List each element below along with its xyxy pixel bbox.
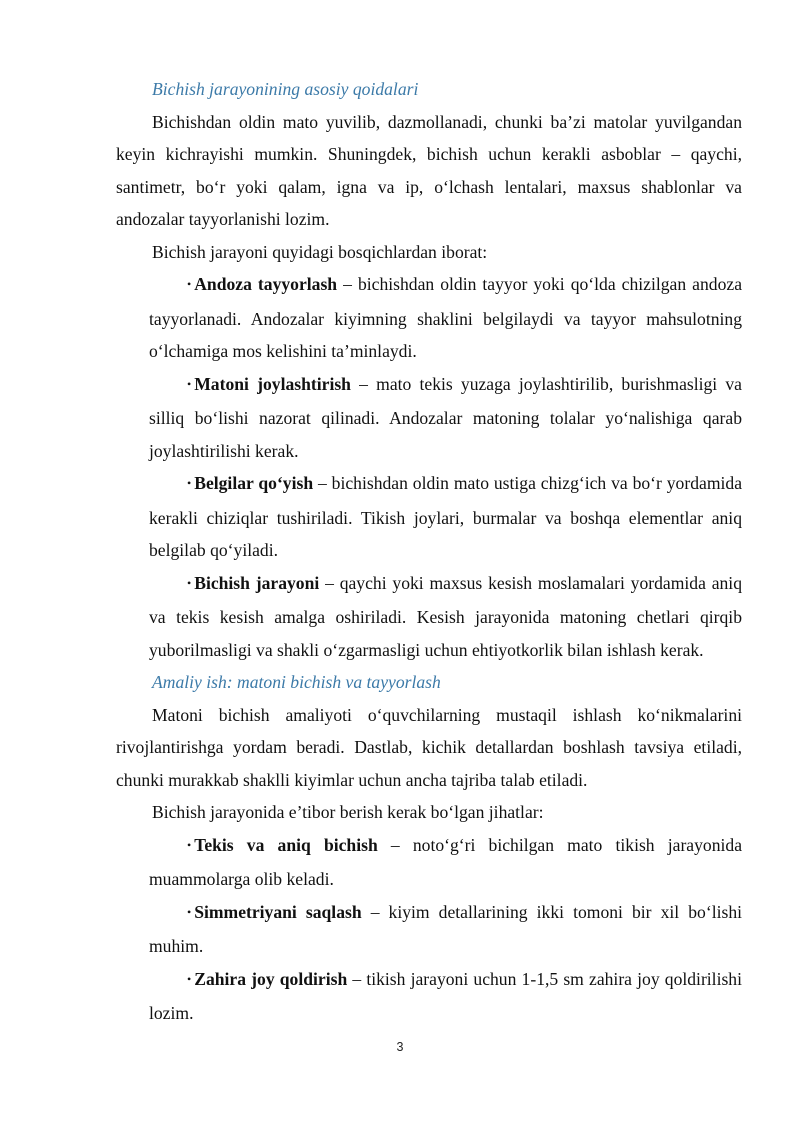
bullet-icon: • <box>187 904 192 919</box>
list-item-term: Belgilar qo‘yish <box>194 473 314 493</box>
bullet-icon: • <box>187 277 192 291</box>
list-item <box>149 567 742 667</box>
list-item <box>149 829 742 896</box>
list-item <box>149 963 742 1030</box>
list-item-term: Bichish jarayoni <box>194 572 320 593</box>
bullet-icon: • <box>187 476 192 490</box>
paragraph-stages-intro: Bichish jarayoni quyidagi bosqichlardan iborat: <box>152 241 488 262</box>
list-item-term: Matoni joylashtirish <box>194 373 351 394</box>
list-item <box>149 268 742 368</box>
bullet-icon: • <box>187 971 192 986</box>
bullet-icon: • <box>187 837 192 852</box>
list-item-text: – qaychi yoki maxsus kesish moslamalari yordamida aniq va tekis kesish amalga oshiriladi. Kesish jarayonida matoning chetlari qirqib yuborilmasligi va shakli o‘zgarmasligi uchun ehtiyotkorlik bilan ishlash kerak. <box>149 572 742 660</box>
list-item <box>149 896 742 963</box>
cutting-stages-list <box>116 268 742 666</box>
list-item-text: – kiyim detallarining ikki tomoni bir xil bo‘lishi muhim. <box>149 901 742 956</box>
list-item-term: Simmetriyani saqlash <box>194 901 362 922</box>
list-item <box>149 467 742 567</box>
list-item-text: – bichishdan oldin tayyor yoki qo‘lda chizilgan andoza tayyorlanadi. Andozalar kiyimning shaklini belgilaydi va tayyor mahsulotning o‘lchamiga mos kelishini ta’minlaydi. <box>149 274 742 361</box>
page-number: 3 <box>396 1040 404 1054</box>
list-item-text: – tikish jarayoni uchun 1-1,5 sm zahira joy qoldirilishi lozim. <box>149 968 742 1023</box>
paragraph-practice: Matoni bichish amaliyoti o‘quvchilarning mustaqil ishlash ko‘nikmalarini rivojlantirishga yordam beradi. Dastlab, kichik detallardan boshlash tavsiya etiladi, chunki murakkab shaklli kiyimlar uchun ancha tajriba talab etiladi. <box>116 704 742 790</box>
bullet-icon: • <box>187 376 192 391</box>
list-item-text: – mato tekis yuzaga joylashtirilib, burishmasligi va silliq bo‘lishi nazorat qilinadi. Andozalar matoning tolalar yo‘nalishiga qarab joylashtirilishi kerak. <box>149 373 742 461</box>
section-heading-practical-work: Amaliy ish: matoni bichish va tayyorlash <box>152 672 441 692</box>
list-item-term: Zahira joy qoldirish <box>194 968 348 989</box>
list-item-text: – bichishdan oldin mato ustiga chizg‘ich va bo‘r yordamida kerakli chiziqlar tushiriladi. Tikish joylari, burmalar va boshqa elementlar aniq belgilab qo‘yiladi. <box>149 473 743 560</box>
list-item-term: Andoza tayyorlash <box>194 274 338 294</box>
attention-aspects-list <box>116 829 742 1030</box>
paragraph-aspects-intro: Bichish jarayonida e’tibor berish kerak bo‘lgan jihatlar: <box>152 802 544 822</box>
paragraph-preparation: Bichishdan oldin mato yuvilib, dazmollanadi, chunki ba’zi matolar yuvilgandan keyin kichrayishi mumkin. Shuningdek, bichish uchun kerakli asboblar – qaychi, santimetr, bo‘r yoki qalam, igna va ip, o‘lchash lentalari, maxsus shablonlar va andozalar tayyorlanishi lozim. <box>116 111 742 229</box>
list-item-term: Tekis va aniq bichish <box>194 834 378 855</box>
list-item <box>149 368 742 468</box>
section-heading-cutting-rules: Bichish jarayonining asosiy qoidalari <box>152 79 419 99</box>
page-content <box>116 73 742 1030</box>
list-item-text: – noto‘g‘ri bichilgan mato tikish jarayonida muammolarga olib keladi. <box>149 834 743 889</box>
bullet-icon: • <box>187 575 192 590</box>
